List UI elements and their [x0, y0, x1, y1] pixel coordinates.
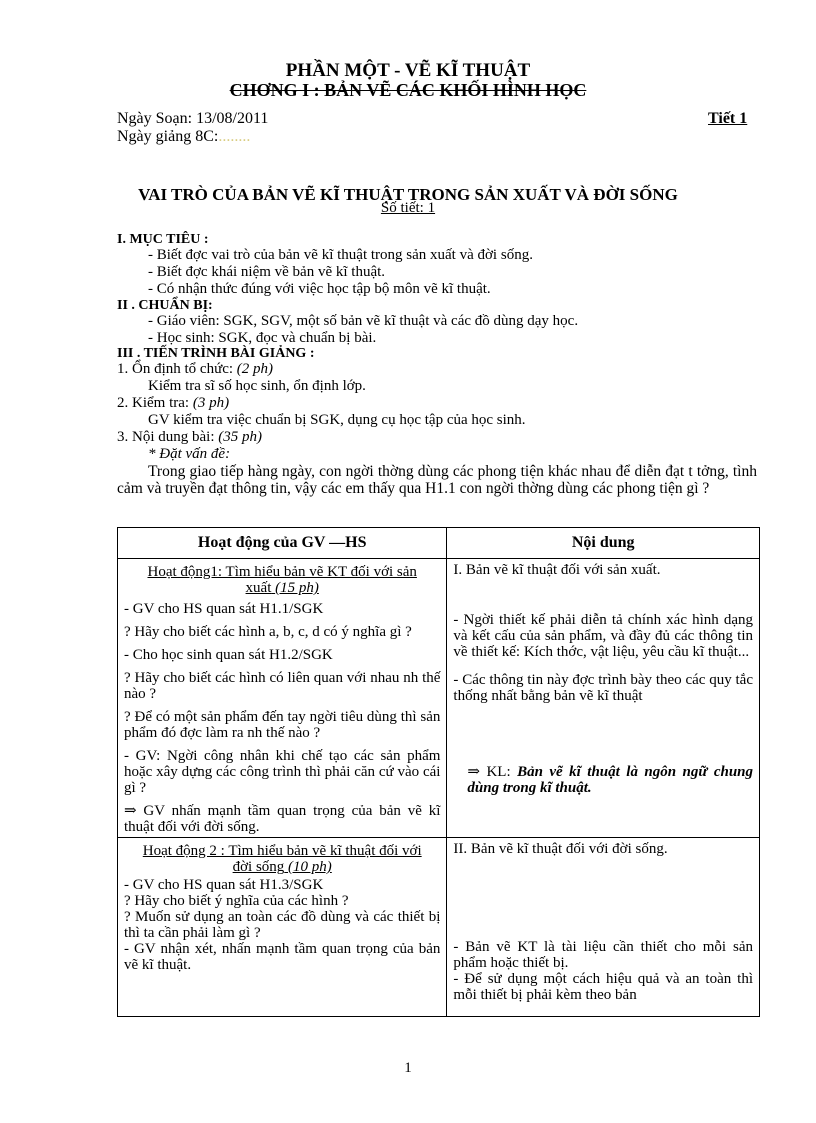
page-number: 1 [404, 1060, 412, 1076]
step-3-label: 3. Nội dung bài: [117, 429, 215, 445]
chuan-bi-heading: II . CHUẨN BỊ: [117, 298, 213, 313]
list-item: ? Muốn sử dụng an toàn các đồ dùng và các thiết bị thì ta cần phải làm gì ? [124, 909, 441, 941]
content-2-cell [447, 838, 760, 1017]
conclusion-prefix: ⇒ KL: [467, 764, 511, 780]
muc-tieu-heading: I. MỤC TIÊU : [117, 232, 209, 247]
activity-1-time: (15 ph) [275, 580, 319, 596]
step-2-time: (3 ph) [192, 395, 230, 411]
list-item: - Các thông tin này đợc trình bày theo các quy tắc thống nhất bằng bản vẽ kĩ thuật [453, 672, 753, 704]
dat-van-de: * Đặt vấn đề: [148, 446, 231, 462]
muc-tieu-item: - Biết đợc vai trò của bản vẽ kĩ thuật trong sản xuất và đời sống. [148, 247, 533, 263]
ngay-giang-dots: ........ [218, 128, 251, 145]
conclusion-text: Bản vẽ kĩ thuật là ngôn ngữ chung dùng trong kĩ thuật. [467, 764, 754, 796]
ngay-giang-label: Ngày giảng 8C: [117, 128, 219, 145]
content-2-wrap [453, 841, 753, 1016]
so-tiet: Số tiết: 1 [380, 200, 436, 216]
chapter-title: CHƠNG I : BẢN VẼ CÁC KHỐI HÌNH HỌC [229, 80, 587, 100]
list-item: - Để sử dụng một cách hiệu quả và an toàn thì mỗi thiết bị phải kèm theo bản [453, 971, 753, 1003]
list-item: - GV cho HS quan sát H1.1/SGK [124, 601, 324, 617]
muc-tieu-item: - Có nhận thức đúng với việc học tập bộ môn vẽ kĩ thuật. [148, 281, 491, 297]
activity-1-title [134, 564, 430, 596]
list-item: - GV nhận xét, nhấn mạnh tầm quan trọng của bản vẽ kĩ thuật. [124, 941, 441, 973]
list-item: ⇒ GV nhấn mạnh tầm quan trọng của bản vẽ kĩ thuật đối với đời sống. [124, 803, 441, 835]
step-1-text: Kiểm tra sĩ số học sinh, ổn định lớp. [148, 378, 366, 394]
activity-2-cell [118, 838, 447, 1017]
list-item: ? Hãy cho biết các hình a, b, c, d có ý nghĩa gì ? [124, 624, 412, 640]
col-left-header: Hoạt động của GV —HS [118, 528, 447, 559]
table-row [118, 838, 760, 1017]
activity-2-time: (10 ph) [288, 859, 332, 875]
step-1-time: (2 ph) [236, 361, 274, 377]
activity-2-title-text: Hoạt động 2 : Tìm hiểu bản vẽ kĩ thuật đối với đời sống [142, 843, 422, 875]
ngay-soan: Ngày Soạn: 13/08/2011 [117, 110, 269, 127]
lesson-title: VAI TRÒ CỦA BẢN VẼ KĨ THUẬT TRONG SẢN XUẤT VÀ ĐỜI SỐNG [138, 185, 678, 204]
tien-trinh-heading: III . TIẾN TRÌNH BÀI GIẢNG : [117, 346, 315, 361]
table-header-row [118, 528, 760, 559]
activity-2-title [134, 843, 430, 875]
muc-tieu-item: - Biết đợc khái niệm về bản vẽ kĩ thuật. [148, 264, 386, 280]
step-3 [117, 429, 262, 446]
list-item: - GV cho HS quan sát H1.3/SGK [124, 877, 324, 893]
step-2 [117, 395, 229, 412]
step-3-time: (35 ph) [218, 429, 262, 445]
list-item: ? Để có một sản phẩm đến tay ngời tiêu dùng thì sản phẩm đó đợc làm ra nh thế nào ? [124, 709, 441, 741]
table-row [118, 559, 760, 838]
conclusion [453, 764, 753, 796]
content-1-cell [447, 559, 760, 838]
intro-paragraph: Trong giao tiếp hàng ngày, con ngời thờng dùng các phong tiện khác nhau để diễn đạt t tởng, tình cảm và truyền đạt thông tin, vậy các em thấy qua H1.1 con ngời thờng dùng các phong tiện gì ? [117, 463, 757, 497]
step-1 [117, 361, 273, 378]
col-right-header: Nội dung [447, 528, 760, 559]
ngay-giang [117, 128, 250, 146]
step-2-label: 2. Kiểm tra: [117, 395, 190, 411]
content-1-title: I. Bản vẽ kĩ thuật đối với sản xuất. [453, 562, 661, 578]
list-item: ? Hãy cho biết các hình có liên quan với nhau nh thế nào ? [124, 670, 441, 702]
chuan-bi-item: - Học sinh: SGK, đọc và chuẩn bị bài. [148, 330, 377, 346]
activity-2-wrap [124, 841, 440, 1016]
step-2-text: GV kiểm tra việc chuẩn bị SGK, dụng cụ học tập của học sinh. [148, 412, 526, 428]
part-title: PHẦN MỘT - VẼ KĨ THUẬT [285, 60, 531, 81]
list-item: - Bản vẽ KT là tài liệu cần thiết cho mỗi sản phẩm hoặc thiết bị. [453, 939, 753, 971]
list-item: ? Hãy cho biết ý nghĩa của các hình ? [124, 893, 349, 909]
activity-1-cell [118, 559, 447, 838]
list-item: - Cho học sinh quan sát H1.2/SGK [124, 647, 333, 663]
content-2-title: II. Bản vẽ kĩ thuật đối với đời sống. [453, 841, 668, 857]
lesson-table [117, 527, 760, 1017]
step-1-label: 1. Ổn định tổ chức: [117, 361, 234, 377]
chuan-bi-item: - Giáo viên: SGK, SGV, một số bản vẽ kĩ thuật và các đồ dùng dạy học. [148, 313, 579, 329]
list-item: - Ngời thiết kế phải diễn tả chính xác hình dạng và kết cấu của sản phẩm, và đầy đủ các thông tin về thiết kế: Kích thớc, vật liệu, yêu cầu kĩ thuật... [453, 612, 753, 660]
activity-1-title-text: Hoạt động1: Tìm hiểu bản vẽ KT đối với sản xuất [147, 564, 417, 596]
tiet-label: Tiết 1 [708, 110, 748, 127]
list-item: - GV: Ngời công nhân khi chế tạo các sản phẩm hoặc xây dựng các công trình thì phải căn cứ vào cái gì ? [124, 748, 441, 796]
